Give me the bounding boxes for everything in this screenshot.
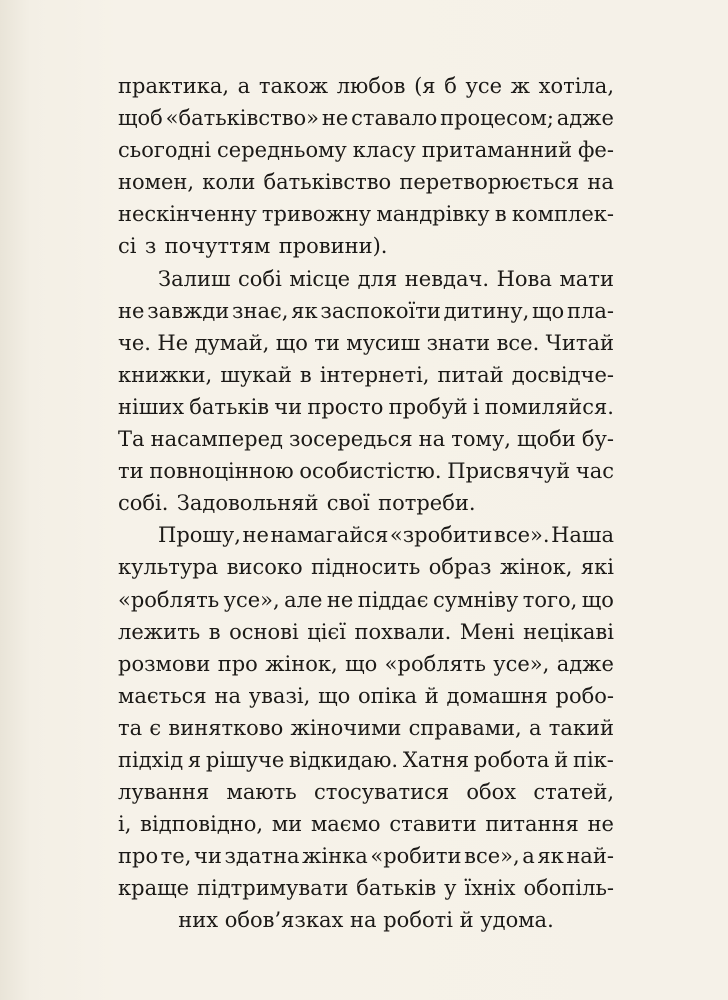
text-line: «роблять усе», але не піддає сумніву того, що [118, 587, 614, 612]
text-line: лування мають стосуватися обох статей, [118, 780, 614, 805]
text-line: і, відповідно, ми маємо ставити питання не [118, 812, 614, 837]
text-line: мається на увазі, що опіка й домашня робо- [118, 683, 614, 708]
text-line: практика, а також любов (я б усе ж хотіла, [118, 74, 614, 98]
text-line: них обов’язках на роботі й удома. [178, 908, 554, 933]
text-line: книжки, шукай в інтернеті, питай досвідче- [118, 362, 614, 387]
text-line: щоб «батьківство» не ставало процесом; адже [118, 106, 614, 131]
text-line: Прошу, не намагайся «зробити все». Наша [158, 523, 614, 548]
text-line: лежить в основі цієї похвали. Мені нецікаві [118, 619, 614, 644]
text-line: та є винятково жіночими справами, а такий [118, 715, 614, 740]
text-line: розмови про жінок, що «роблять усе», адже [118, 651, 614, 676]
text-line: підхід я рішуче відкидаю. Хатня робота й пік- [118, 747, 614, 772]
text-line: сьогодні середньому класу притаманний фе- [118, 138, 614, 163]
text-line: краще підтримувати батьків у їхніх обопіль- [118, 876, 614, 901]
text-line: культура високо підносить образ жінок, які [118, 555, 614, 580]
text-line: че. Не думай, що ти мусиш знати все. Читай [118, 330, 614, 355]
text-line: ти повноцінною особистістю. Присвячуй час [118, 459, 614, 484]
page-body-text [118, 70, 614, 937]
text-line: не завжди знає, як заспокоїти дитину, що пла- [118, 298, 614, 323]
text-line: номен, коли батьківство перетворюється на [118, 170, 614, 195]
text-line: Та насамперед зосередься на тому, щоби бу- [118, 427, 614, 452]
text-line: ніших батьків чи просто пробуй і помиляйся. [118, 394, 614, 419]
text-line: нескінченну тривожну мандрівку в комплек- [118, 202, 614, 227]
text-line: сі з почуттям провини). [118, 234, 388, 259]
text-line: Залиш собі місце для невдач. Нова мати [158, 266, 614, 291]
text-line: про те, чи здатна жінка «робити все», а як най- [118, 844, 614, 869]
text-line: собі. Задовольняй свої потреби. [118, 491, 476, 516]
